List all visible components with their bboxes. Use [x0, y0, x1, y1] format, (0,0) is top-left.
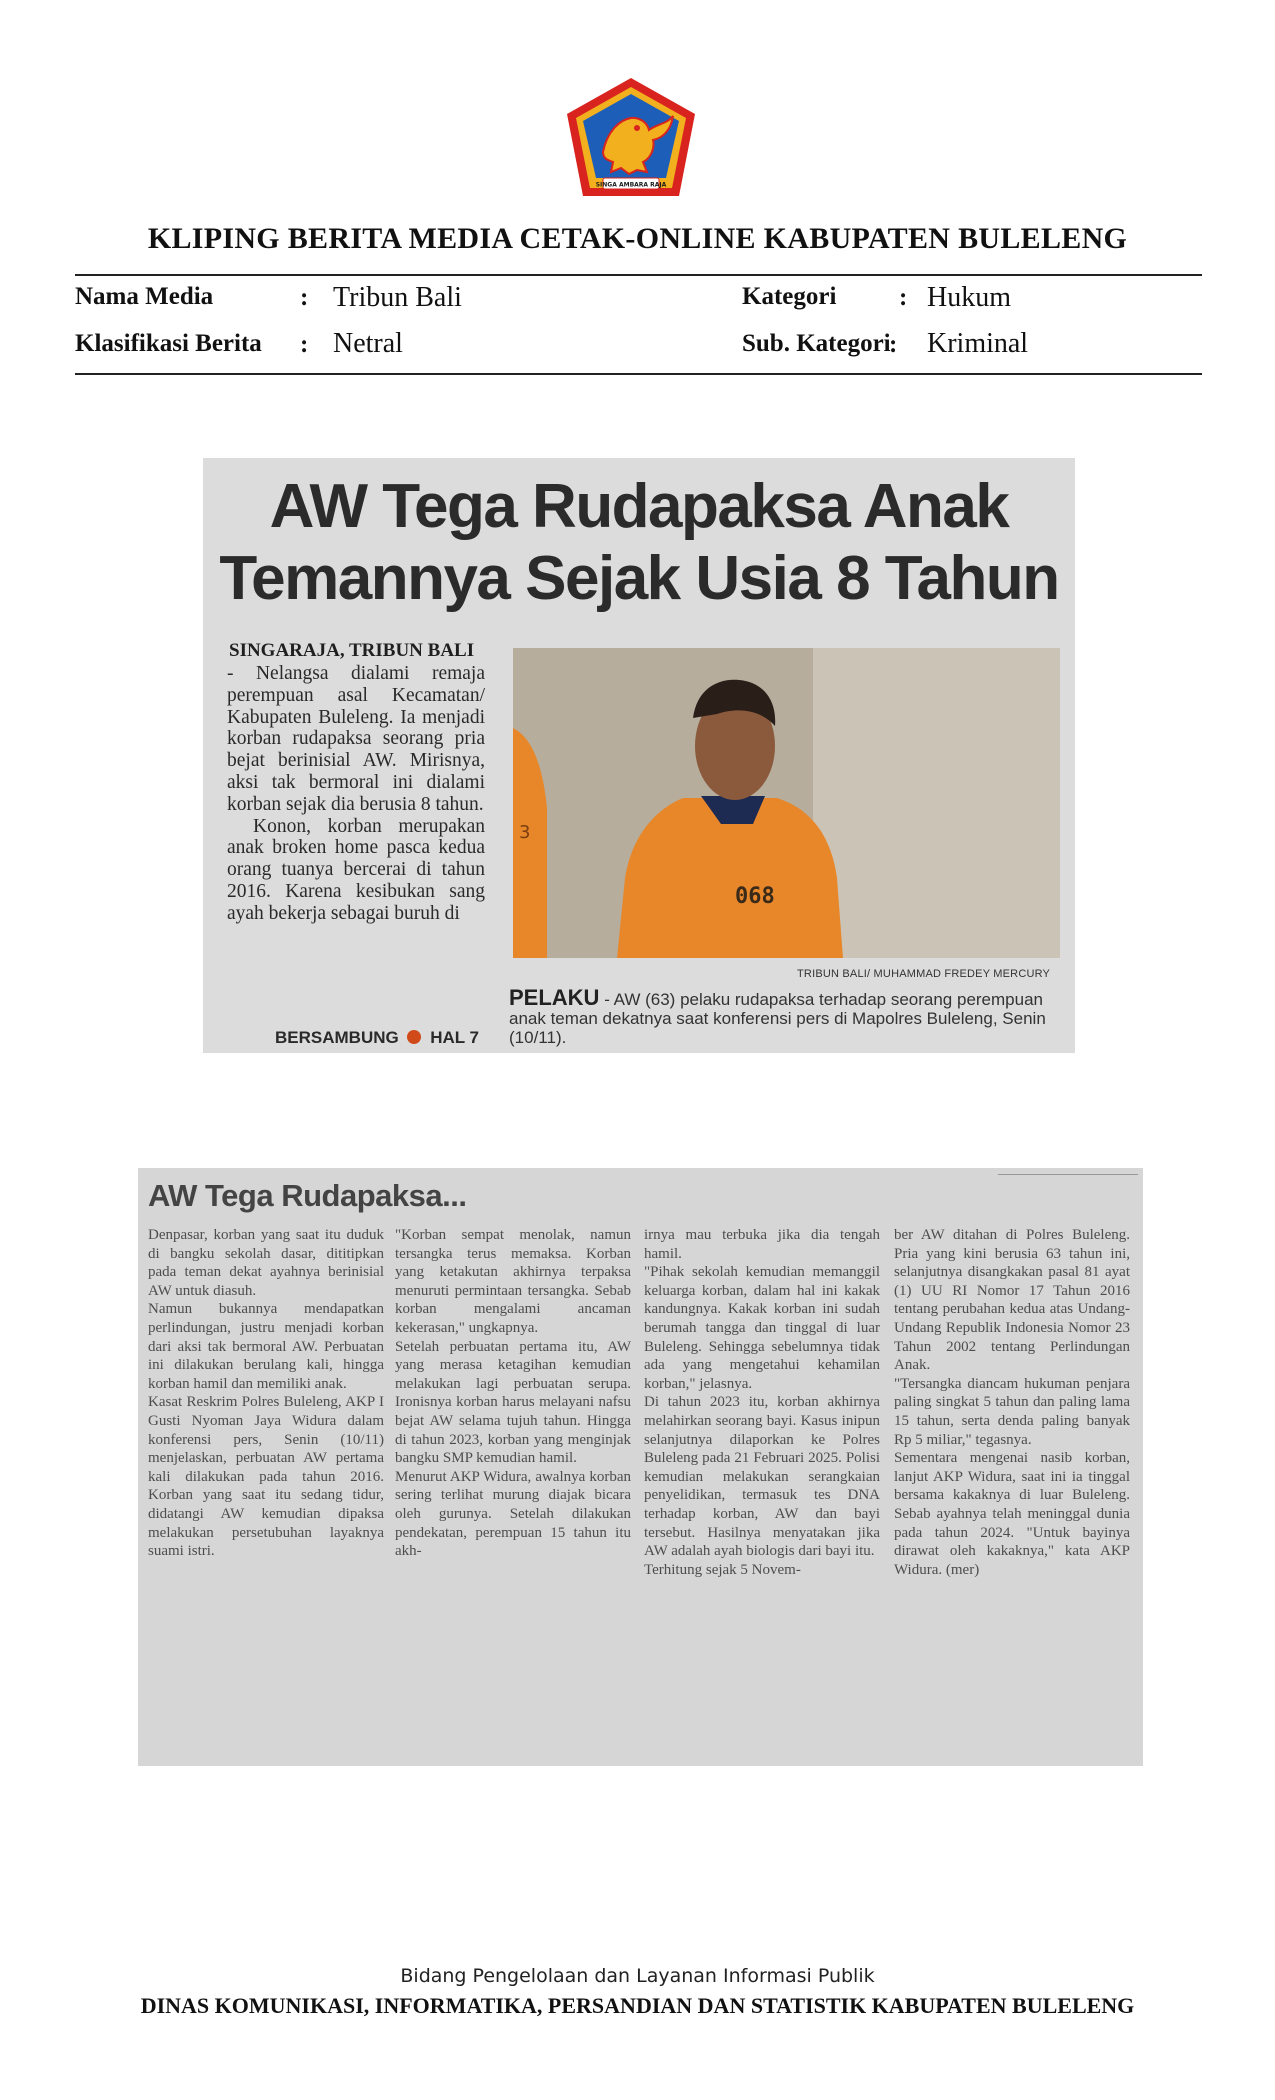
top-divider: [75, 274, 1202, 276]
arrow-dot-icon: [407, 1030, 421, 1044]
kategori-label: Kategori: [742, 283, 837, 310]
continued-page: HAL 7: [430, 1028, 480, 1047]
article-column-1: Denpasar, korban yang saat itu duduk di bangku sekolah dasar, dititipkan pada teman dekat ayahnya berinisial AW untuk diasuh. Namun bukannya mendapatkan perlindungan, justru menjadi korban dari aksi tak bermoral AW. Perbuatan ini dilakukan berulang kali, hingga korban hamil dan memiliki anak. Kasat Reskrim Polres Buleleng, AKP I Gusti Nyoman Jaya Widura dalam konferensi pers, Senin (10/11) menjelaskan, perbuatan AW pertama kali dilakukan pada tahun 2016. Korban yang saat itu sedang tidur, didatangi AW kemudian dipaksa melakukan persetubuhan layaknya suami istri.: [148, 1227, 384, 1560]
klasifikasi-separator: :: [300, 331, 309, 358]
klasifikasi-value: Netral: [333, 328, 403, 359]
lead-paragraph-1: - Nelangsa dialami remaja perempuan asal Kecamatan/ Kabupaten Buleleng. Ia menjadi korban rudapaksa seorang pria bejat berinisial AW. Mirisnya, aksi tak bermoral ini dialami korban sejak dia berusia 8 tahun.: [227, 663, 485, 815]
klasifikasi-label: Klasifikasi Berita: [75, 330, 262, 357]
photo-caption: [509, 985, 1065, 1047]
lead-text: [227, 663, 485, 925]
continued-clipping: [138, 1168, 1143, 1766]
sub-kategori-label: Sub. Kategori: [742, 330, 891, 357]
suspect-photo: [513, 648, 1060, 958]
media-value: Tribun Bali: [333, 282, 462, 313]
sub-kategori-value: Kriminal: [927, 328, 1029, 359]
photo-sleeve-text: 3: [519, 822, 531, 843]
clipping-top-line: [998, 1168, 1138, 1175]
front-page-clipping: [203, 458, 1075, 1053]
article-column-3: irnya mau terbuka jika dia tengah hamil. "Pihak sekolah kemudian memanggil keluarga korban, dalam hal ini kakak kandungnya. Kakak korban ini sudah berumah tangga dan tinggal di luar Buleleng. Sehingga sebelumnya tidak ada yang mengetahui kehamilan korban," jelasnya. Di tahun 2023 itu, korban akhirnya melahirkan seorang bayi. Kasus inipun selanjutnya dilaporkan ke Polres Buleleng pada 21 Februari 2025. Polisi kemudian melakukan serangkaian penyelidikan, termasuk tes DNA terhadap korban, AW dan bayi tersebut. Hasilnya menyatakan jika AW adalah ayah biologis dari bayi itu. Terhitung sejak 5 Novem-: [644, 1227, 880, 1578]
meta-divider: [75, 373, 1202, 375]
continued-title: AW Tega Rudapaksa...: [148, 1178, 467, 1213]
kategori-separator: :: [899, 284, 908, 311]
photo-credit: TRIBUN BALI/ MUHAMMAD FREDEY MERCURY: [797, 968, 1051, 980]
article-column-2: "Korban sempat menolak, namun tersangka terus memaksa. Korban yang ketakutan akhirnya terpaksa menuruti permintaan tersangka. Sebab korban mengalami ancaman kekerasan," ungkapnya. Setelah perbuatan pertama itu, AW yang merasa ketagihan kemudian melakukan lagi perbuatan serupa. Ironisnya korban harus melayani nafsu bejat AW selama tujuh tahun. Hingga di tahun 2023, korban yang menginjak bangku SMP kemudian hamil. Menurut AKP Widura, awalnya korban sering terlihat murung diajak bicara oleh gurunya. Setelah dilakukan pendekatan, perempuan 15 tahun itu akh-: [395, 1227, 631, 1560]
continued-label: BERSAMBUNG: [275, 1028, 399, 1047]
headline-line-1: AW Tega Rudapaksa Anak: [269, 472, 1009, 541]
footer-unit: Bidang Pengelolaan dan Layanan Informasi Publik: [400, 1965, 875, 1987]
kategori-value: Hukum: [927, 282, 1011, 313]
buleleng-logo-icon: [563, 74, 699, 200]
footer-agency: DINAS KOMUNIKASI, INFORMATIKA, PERSANDIAN DAN STATISTIK KABUPATEN BULELENG: [140, 1993, 1135, 2018]
sub-kategori-separator: :: [889, 331, 898, 358]
headline-line-2: Temannya Sejak Usia 8 Tahun: [219, 544, 1059, 613]
logo-motto: SINGA AMBARA RAJA: [595, 181, 667, 189]
continued-notice: [275, 1028, 479, 1048]
dateline: SINGARAJA, TRIBUN BALI: [229, 640, 475, 661]
document-title: KLIPING BERITA MEDIA CETAK-ONLINE KABUPATEN BULELENG: [147, 222, 1128, 255]
media-separator: :: [300, 284, 309, 311]
photo-badge-number: 068: [735, 884, 775, 909]
media-label: Nama Media: [75, 283, 214, 310]
caption-text: - AW (63) pelaku rudapaksa terhadap seorang perempuan anak teman dekatnya saat konferensi pers di Mapolres Buleleng, Senin (10/11).: [509, 990, 1046, 1047]
lead-paragraph-2: Konon, korban merupakan anak broken home pasca kedua orang tuanya bercerai di tahun 2016. Karena kesibukan sang ayah bekerja sebagai buruh di: [227, 815, 485, 924]
caption-label: PELAKU: [509, 985, 600, 1010]
article-column-4: ber AW ditahan di Polres Buleleng. Pria yang kini berusia 63 tahun ini, selanjutnya disangkakan pasal 81 ayat (1) UU RI Nomor 17 Tahun 2016 tentang perubahan kedua atas Undang-Undang Republik Indonesia Nomor 23 Tahun 2002 tentang Perlindungan Anak. "Tersangka diancam hukuman penjara paling singkat 5 tahun dan paling lama 15 tahun, serta denda paling banyak Rp 5 miliar," tegasnya. Sementara mengenai nasib korban, lanjut AKP Widura, saat ini ia tinggal bersama kakaknya di luar Buleleng. Sebab ayahnya telah meninggal dunia pada tahun 2024. "Untuk bayinya dirawat oleh kakaknya," kata AKP Widura. (mer): [894, 1227, 1130, 1578]
suspect-photo-illustration: [513, 648, 1060, 958]
